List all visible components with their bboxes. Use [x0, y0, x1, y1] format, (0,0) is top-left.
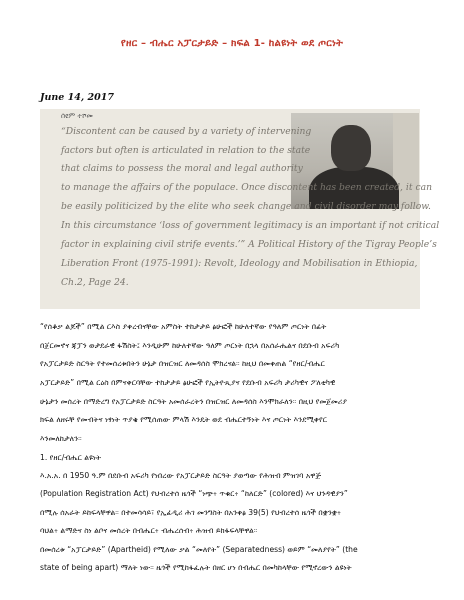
paragraph-line: ሁኔታን መሰረት በማድረግ የአፓርታይድ ስርዓት አመሰራረትን በዝርዝር ለመዳሰስ እንሞክራለን። በዚህ የመጀመሪያ: [40, 397, 347, 406]
quote-line: “Discontent can be caused by a variety of intervening: [61, 126, 312, 137]
paragraph-line: በጀርመኖና ጃፓን ወታደራዊ ፋሽስት፤ እንዲሁም ከሁለተኛው ዓለም ጦርነት በኋላ በአሰራሔልና በደቡብ አፍሪካ: [40, 341, 340, 350]
quote-line: be easily politicized by the elite who seek change and civil disorder may follow.: [61, 201, 431, 212]
section-heading: 1. የዘር/ብሔር ልዩነት: [40, 453, 102, 462]
quote-line: Ch.2, Page 24.: [61, 277, 129, 288]
paragraph-line: አፓርታይድ” በሚል ርዕስ በምናቀርባቸው ተከታታይ ፅሁፎች የኢትዮጲያና የደቡብ አፍሪካ ታሪካዊና ፖለቲካዊ: [40, 378, 336, 387]
paragraph-line: እ.አ.አ. በ 1950 ዓ.ም በደቡብ አፍሪካ የነበረው የአፓርታይድ ስርዓት ያወጣው የሕዝብ ምዝገባ አዋጅ: [40, 471, 322, 480]
article-date: June 14, 2017: [40, 92, 114, 103]
author-name: ሰዩም ተሾመ: [61, 112, 93, 120]
paragraph-line: ክፍል ለዘሩቸ የመብትና ነፃነት ጥያቄ የሚሰጠው ምላሽ እንዴት ወደ ብሔርተኝነት እና ጦርነት እንደሚቀየር: [40, 415, 327, 424]
quote-line: that claims to possess the moral and legal authority: [61, 163, 303, 174]
paragraph-line: በመሰረቱ “አፓርታይድ” (Apartheid) የሚለው ቃል “መለየት” (Separatedness) ወይም “መለያየት” (the: [40, 545, 358, 554]
paragraph-line: “የሰቆቃ ልጆች” በሚል ርእስ ያቀረብናቸው አምስት ተከታታይ ፅሁፎች ከሁለተኛው የዓለም ጦርነት በፊት: [40, 322, 327, 331]
quote-line: Liberation Front (1975-1991): Revolt, Ideology and Mobilisation in Ethiopia,: [61, 258, 418, 269]
quote-line: to manage the affairs of the populace. Once discontent has been created, it can: [61, 182, 432, 193]
paragraph-line: በሚሉ ሰአራት ይከፍላቸዋል። በተመሳሳይ፣ የኢፊዲሪ ሕገ መንግስት በአንቀፅ 39(5) የህብረተሰ ዜጎች በቋንቋ፥: [40, 508, 341, 517]
quote-line: factors but often is articulated in relation to the state: [61, 145, 311, 156]
paragraph-line: (Population Registration Act) የህብረተሰ ዜጎች “ነጭ፥ ጥቁር፥ “ከለርድ” (colored) እና ህንዳዊያን”: [40, 489, 348, 498]
paragraph-line: እንመለከታለን።: [40, 434, 82, 443]
paragraph-line: ባህል፥ ልማድና ስነ ልቦና መሰረት በብሔር፥ ብሔረሰብ፥ ሕዝብ ይከፋፍላቸዋል።: [40, 526, 258, 535]
paragraph-line: የአፓርታይድ ስርዓት የተመሰረቱበትን ሁኔታ በዝርዝር ለመዳሰስ ሞክረናል። ከዚህ በመቀጠል “የዘር/ብሔር: [40, 359, 325, 368]
quote-line: In this circumstance ‘loss of government legitimacy is an important if not critical: [61, 220, 440, 231]
quote-line: factor in explaining civil strife events.’” A Political History of the Tigray People’s: [61, 239, 437, 250]
article-title: የዘር – ብሔር አፓርታይድ – ክፍል 1- ከልዩነት ወደ ጦርነት: [120, 38, 344, 49]
paragraph-line: state of being apart) ማለት ነው። ዜጎች የሚከፋፈሉት በዘር ሆነ በብሔር በመካከላቸው የሚኖረውን ልዩነት: [40, 563, 352, 572]
